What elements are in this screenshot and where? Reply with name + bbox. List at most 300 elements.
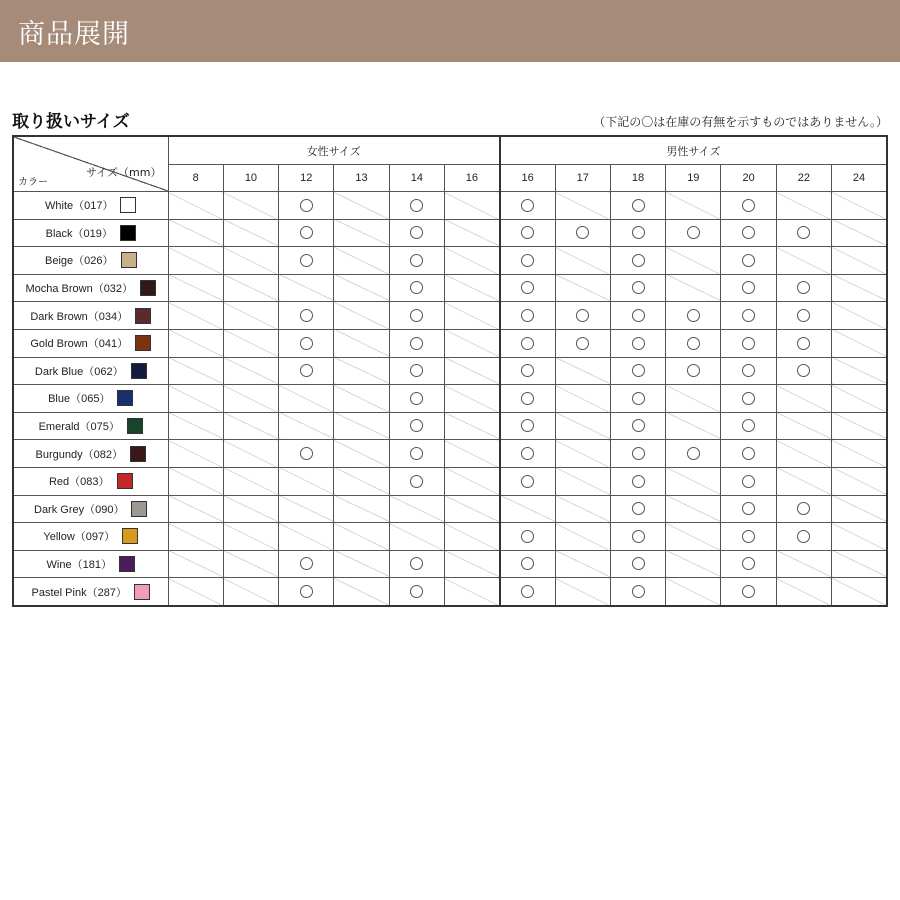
size-header: 22	[776, 165, 831, 192]
unavailable-cell	[168, 495, 223, 523]
color-label: Pastel Pink（287）	[31, 586, 127, 599]
color-cell	[13, 523, 168, 551]
unavailable-cell	[389, 523, 444, 551]
available-cell	[389, 219, 444, 247]
unavailable-cell	[555, 357, 610, 385]
group-header-row	[13, 136, 887, 165]
available-circle-icon	[300, 309, 313, 322]
color-label: Red（083）	[48, 476, 110, 489]
available-cell	[721, 412, 776, 440]
table-body	[13, 192, 887, 606]
available-circle-icon	[797, 502, 810, 515]
color-label: Dark Brown（034）	[30, 310, 129, 323]
available-cell	[555, 302, 610, 330]
available-circle-icon	[521, 447, 534, 460]
unavailable-cell	[666, 385, 721, 413]
unavailable-cell	[555, 550, 610, 578]
unavailable-cell	[555, 578, 610, 606]
unavailable-cell	[223, 329, 278, 357]
header-banner	[0, 0, 900, 62]
unavailable-cell	[279, 467, 334, 495]
available-circle-icon	[410, 281, 423, 294]
available-circle-icon	[300, 226, 313, 239]
size-table	[12, 135, 888, 607]
available-cell	[666, 302, 721, 330]
available-cell	[610, 274, 665, 302]
color-swatch	[140, 280, 156, 296]
available-circle-icon	[687, 309, 700, 322]
available-circle-icon	[300, 557, 313, 570]
size-header: 18	[610, 165, 665, 192]
available-circle-icon	[300, 585, 313, 598]
table-row	[13, 550, 887, 578]
available-cell	[389, 550, 444, 578]
unavailable-cell	[168, 192, 223, 220]
table-row	[13, 357, 887, 385]
available-cell	[610, 523, 665, 551]
available-cell	[279, 219, 334, 247]
available-circle-icon	[410, 364, 423, 377]
available-cell	[500, 247, 555, 275]
available-circle-icon	[632, 475, 645, 488]
available-circle-icon	[521, 199, 534, 212]
available-cell	[279, 550, 334, 578]
unavailable-cell	[334, 523, 389, 551]
unavailable-cell	[555, 467, 610, 495]
color-label: Blue（065）	[48, 393, 111, 406]
available-cell	[389, 440, 444, 468]
unavailable-cell	[168, 523, 223, 551]
unavailable-cell	[555, 192, 610, 220]
color-label: Beige（026）	[45, 255, 114, 268]
available-cell	[721, 440, 776, 468]
table-row	[13, 385, 887, 413]
available-circle-icon	[300, 364, 313, 377]
unavailable-cell	[168, 274, 223, 302]
unavailable-cell	[279, 523, 334, 551]
available-cell	[721, 357, 776, 385]
unavailable-cell	[832, 412, 887, 440]
available-circle-icon	[742, 364, 755, 377]
unavailable-cell	[776, 385, 831, 413]
table-row	[13, 219, 887, 247]
unavailable-cell	[832, 467, 887, 495]
unavailable-cell	[223, 550, 278, 578]
unavailable-cell	[776, 412, 831, 440]
color-cell	[13, 329, 168, 357]
unavailable-cell	[832, 550, 887, 578]
color-swatch	[135, 308, 151, 324]
unavailable-cell	[168, 357, 223, 385]
available-cell	[776, 329, 831, 357]
unavailable-cell	[444, 385, 499, 413]
unavailable-cell	[223, 412, 278, 440]
available-cell	[666, 440, 721, 468]
available-circle-icon	[742, 530, 755, 543]
available-cell	[500, 329, 555, 357]
available-circle-icon	[300, 199, 313, 212]
unavailable-cell	[444, 219, 499, 247]
available-circle-icon	[521, 530, 534, 543]
unavailable-cell	[168, 385, 223, 413]
unavailable-cell	[444, 357, 499, 385]
available-circle-icon	[742, 392, 755, 405]
unavailable-cell	[666, 578, 721, 606]
available-cell	[610, 247, 665, 275]
available-circle-icon	[742, 585, 755, 598]
unavailable-cell	[776, 440, 831, 468]
color-swatch	[130, 446, 146, 462]
available-circle-icon	[632, 502, 645, 515]
unavailable-cell	[555, 523, 610, 551]
available-circle-icon	[797, 309, 810, 322]
unavailable-cell	[444, 329, 499, 357]
color-label: Burgundy（082）	[35, 448, 123, 461]
unavailable-cell	[666, 523, 721, 551]
unavailable-cell	[444, 412, 499, 440]
available-circle-icon	[300, 254, 313, 267]
unavailable-cell	[389, 495, 444, 523]
available-cell	[776, 302, 831, 330]
available-circle-icon	[742, 419, 755, 432]
available-circle-icon	[521, 254, 534, 267]
available-circle-icon	[687, 337, 700, 350]
unavailable-cell	[666, 550, 721, 578]
unavailable-cell	[832, 357, 887, 385]
color-swatch	[117, 390, 133, 406]
color-cell	[13, 219, 168, 247]
color-label: Dark Grey（090）	[34, 503, 125, 516]
available-circle-icon	[410, 337, 423, 350]
color-swatch	[131, 501, 147, 517]
section-title: 取り扱いサイズ	[12, 112, 130, 132]
corner-header	[13, 136, 168, 192]
unavailable-cell	[666, 495, 721, 523]
banner-title: 商品展開	[18, 19, 130, 50]
available-circle-icon	[742, 199, 755, 212]
size-header: 20	[721, 165, 776, 192]
color-swatch	[122, 528, 138, 544]
available-circle-icon	[410, 199, 423, 212]
available-cell	[389, 412, 444, 440]
color-swatch	[121, 252, 137, 268]
color-label: Gold Brown（041）	[30, 338, 129, 351]
available-circle-icon	[632, 557, 645, 570]
unavailable-cell	[832, 495, 887, 523]
available-cell	[721, 302, 776, 330]
available-cell	[279, 357, 334, 385]
color-cell	[13, 495, 168, 523]
table-row	[13, 412, 887, 440]
available-circle-icon	[300, 447, 313, 460]
available-circle-icon	[797, 337, 810, 350]
unavailable-cell	[334, 550, 389, 578]
available-circle-icon	[687, 226, 700, 239]
available-circle-icon	[521, 585, 534, 598]
available-cell	[279, 329, 334, 357]
available-cell	[500, 440, 555, 468]
unavailable-cell	[223, 192, 278, 220]
size-header: 17	[555, 165, 610, 192]
size-header: 14	[389, 165, 444, 192]
color-cell	[13, 412, 168, 440]
unavailable-cell	[555, 247, 610, 275]
available-cell	[610, 412, 665, 440]
available-circle-icon	[521, 557, 534, 570]
unavailable-cell	[334, 495, 389, 523]
unavailable-cell	[444, 302, 499, 330]
color-swatch	[120, 197, 136, 213]
unavailable-cell	[666, 412, 721, 440]
table-row	[13, 302, 887, 330]
unavailable-cell	[334, 357, 389, 385]
unavailable-cell	[334, 440, 389, 468]
available-circle-icon	[742, 502, 755, 515]
available-circle-icon	[410, 309, 423, 322]
available-circle-icon	[632, 364, 645, 377]
available-cell	[500, 219, 555, 247]
available-circle-icon	[797, 364, 810, 377]
unavailable-cell	[832, 385, 887, 413]
available-cell	[500, 357, 555, 385]
available-circle-icon	[410, 557, 423, 570]
unavailable-cell	[832, 329, 887, 357]
unavailable-cell	[223, 247, 278, 275]
available-cell	[610, 385, 665, 413]
available-circle-icon	[742, 226, 755, 239]
available-circle-icon	[632, 226, 645, 239]
available-circle-icon	[632, 419, 645, 432]
table-row	[13, 578, 887, 606]
table-row	[13, 329, 887, 357]
unavailable-cell	[776, 247, 831, 275]
table-row	[13, 274, 887, 302]
color-swatch	[134, 584, 150, 600]
color-cell	[13, 192, 168, 220]
available-cell	[610, 578, 665, 606]
color-swatch	[127, 418, 143, 434]
unavailable-cell	[832, 578, 887, 606]
available-cell	[610, 302, 665, 330]
unavailable-cell	[223, 219, 278, 247]
available-circle-icon	[410, 226, 423, 239]
available-cell	[721, 329, 776, 357]
group-header-men: 男性サイズ	[500, 136, 887, 165]
available-cell	[776, 495, 831, 523]
unavailable-cell	[444, 467, 499, 495]
available-cell	[500, 192, 555, 220]
unavailable-cell	[279, 495, 334, 523]
color-cell	[13, 467, 168, 495]
unavailable-cell	[223, 357, 278, 385]
available-cell	[555, 329, 610, 357]
available-circle-icon	[632, 530, 645, 543]
size-header: 13	[334, 165, 389, 192]
unavailable-cell	[168, 302, 223, 330]
available-circle-icon	[632, 309, 645, 322]
unavailable-cell	[776, 467, 831, 495]
color-label: Wine（181）	[46, 559, 112, 572]
unavailable-cell	[832, 523, 887, 551]
unavailable-cell	[444, 578, 499, 606]
available-cell	[389, 302, 444, 330]
unavailable-cell	[832, 302, 887, 330]
unavailable-cell	[666, 467, 721, 495]
color-label: Mocha Brown（032）	[25, 283, 134, 296]
available-cell	[776, 219, 831, 247]
available-circle-icon	[410, 585, 423, 598]
available-cell	[610, 440, 665, 468]
unavailable-cell	[832, 247, 887, 275]
size-header: 16	[444, 165, 499, 192]
unavailable-cell	[776, 550, 831, 578]
corner-size-label: サイズ（mm）	[85, 166, 162, 179]
available-cell	[610, 550, 665, 578]
available-cell	[389, 247, 444, 275]
unavailable-cell	[223, 523, 278, 551]
available-cell	[500, 412, 555, 440]
available-cell	[610, 192, 665, 220]
unavailable-cell	[334, 192, 389, 220]
color-label: Black（019）	[45, 227, 113, 240]
available-circle-icon	[410, 447, 423, 460]
color-cell	[13, 550, 168, 578]
size-header: 8	[168, 165, 223, 192]
available-circle-icon	[521, 364, 534, 377]
unavailable-cell	[832, 274, 887, 302]
available-circle-icon	[521, 281, 534, 294]
unavailable-cell	[334, 578, 389, 606]
unavailable-cell	[334, 219, 389, 247]
available-cell	[666, 219, 721, 247]
color-cell	[13, 302, 168, 330]
unavailable-cell	[555, 440, 610, 468]
available-circle-icon	[742, 337, 755, 350]
table-row	[13, 467, 887, 495]
available-circle-icon	[742, 281, 755, 294]
corner-color-label: カラー	[18, 177, 48, 188]
unavailable-cell	[555, 495, 610, 523]
available-cell	[500, 274, 555, 302]
available-circle-icon	[742, 475, 755, 488]
available-cell	[721, 550, 776, 578]
available-circle-icon	[632, 254, 645, 267]
unavailable-cell	[555, 412, 610, 440]
unavailable-cell	[666, 274, 721, 302]
available-cell	[500, 550, 555, 578]
available-circle-icon	[521, 392, 534, 405]
available-circle-icon	[521, 419, 534, 432]
color-cell	[13, 578, 168, 606]
available-cell	[666, 329, 721, 357]
available-cell	[500, 578, 555, 606]
unavailable-cell	[444, 274, 499, 302]
color-label: White（017）	[45, 200, 114, 213]
available-cell	[389, 578, 444, 606]
unavailable-cell	[279, 385, 334, 413]
available-cell	[721, 578, 776, 606]
size-header: 16	[500, 165, 555, 192]
available-cell	[610, 357, 665, 385]
available-cell	[776, 274, 831, 302]
unavailable-cell	[334, 467, 389, 495]
unavailable-cell	[832, 219, 887, 247]
unavailable-cell	[168, 247, 223, 275]
unavailable-cell	[334, 412, 389, 440]
unavailable-cell	[444, 440, 499, 468]
unavailable-cell	[334, 274, 389, 302]
color-cell	[13, 274, 168, 302]
available-cell	[666, 357, 721, 385]
color-swatch	[119, 556, 135, 572]
table-row	[13, 495, 887, 523]
available-circle-icon	[742, 557, 755, 570]
available-cell	[721, 385, 776, 413]
unavailable-cell	[666, 192, 721, 220]
available-cell	[389, 192, 444, 220]
unavailable-cell	[168, 329, 223, 357]
unavailable-cell	[223, 467, 278, 495]
available-cell	[610, 329, 665, 357]
available-circle-icon	[687, 447, 700, 460]
available-cell	[500, 302, 555, 330]
available-cell	[279, 440, 334, 468]
available-cell	[389, 385, 444, 413]
unavailable-cell	[776, 578, 831, 606]
available-cell	[721, 192, 776, 220]
available-circle-icon	[632, 585, 645, 598]
available-cell	[610, 495, 665, 523]
available-circle-icon	[576, 226, 589, 239]
available-circle-icon	[742, 309, 755, 322]
size-header: 24	[832, 165, 887, 192]
available-circle-icon	[742, 447, 755, 460]
table-row	[13, 192, 887, 220]
available-circle-icon	[797, 281, 810, 294]
color-cell	[13, 357, 168, 385]
available-cell	[721, 274, 776, 302]
available-cell	[610, 467, 665, 495]
unavailable-cell	[223, 578, 278, 606]
unavailable-cell	[168, 467, 223, 495]
available-circle-icon	[687, 364, 700, 377]
available-cell	[279, 192, 334, 220]
size-header: 10	[223, 165, 278, 192]
available-circle-icon	[797, 226, 810, 239]
available-cell	[610, 219, 665, 247]
color-label: Yellow（097）	[43, 531, 116, 544]
available-circle-icon	[797, 530, 810, 543]
available-cell	[500, 385, 555, 413]
unavailable-cell	[832, 440, 887, 468]
available-cell	[500, 467, 555, 495]
unavailable-cell	[444, 247, 499, 275]
available-circle-icon	[410, 254, 423, 267]
availability-note: （下記の〇は在庫の有無を示すものではありません。）	[593, 115, 888, 129]
available-circle-icon	[410, 475, 423, 488]
available-circle-icon	[521, 226, 534, 239]
unavailable-cell	[334, 247, 389, 275]
color-cell	[13, 247, 168, 275]
available-circle-icon	[521, 475, 534, 488]
available-circle-icon	[632, 447, 645, 460]
available-cell	[721, 247, 776, 275]
group-header-women: 女性サイズ	[168, 136, 500, 165]
unavailable-cell	[168, 550, 223, 578]
unavailable-cell	[168, 219, 223, 247]
unavailable-cell	[776, 192, 831, 220]
unavailable-cell	[500, 495, 555, 523]
